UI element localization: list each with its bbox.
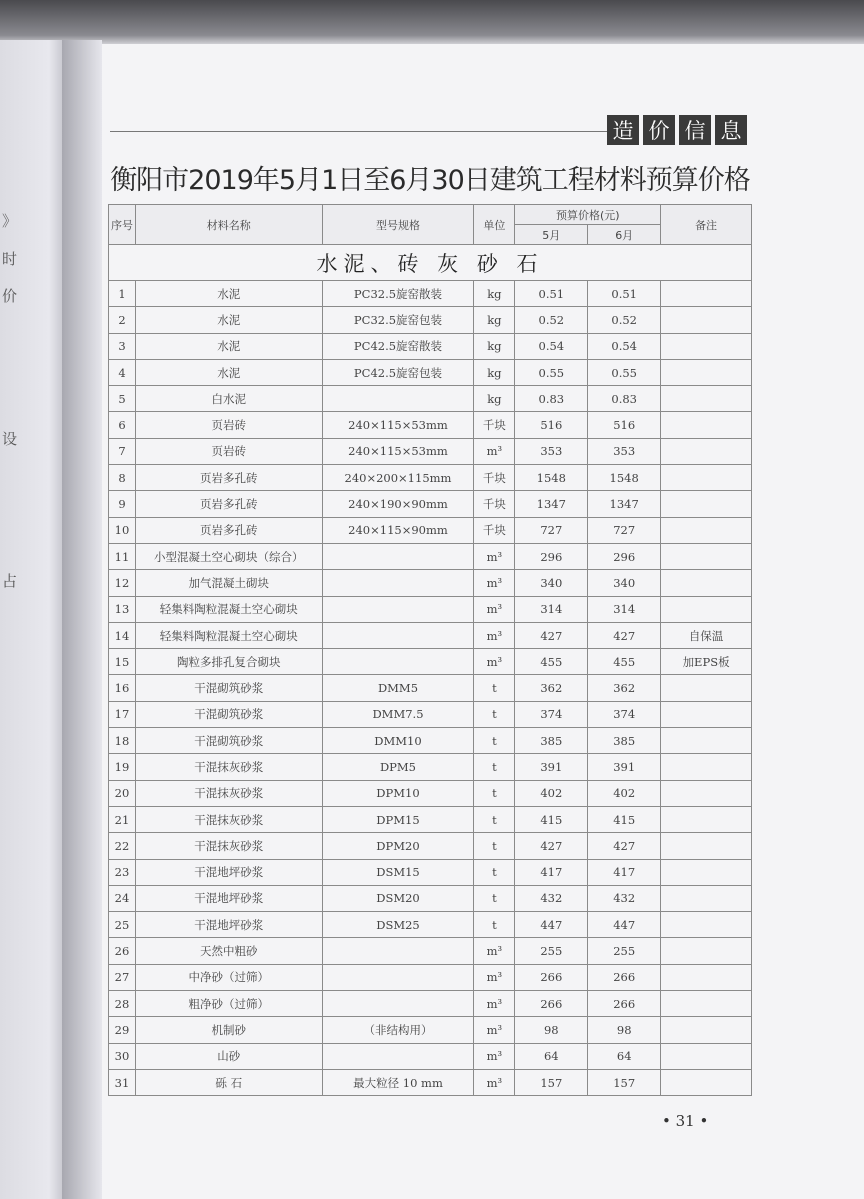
margin-fragment: 》 (2, 212, 18, 230)
cell-unit: t (474, 912, 515, 938)
cell-spec (322, 543, 474, 569)
cell-jun: 516 (588, 412, 661, 438)
cell-jun: 1347 (588, 491, 661, 517)
cell-name: 干混砌筑砂浆 (135, 701, 322, 727)
table-row (109, 964, 752, 990)
cell-may: 727 (515, 517, 588, 543)
cell-seq: 20 (109, 780, 136, 806)
cell-jun: 296 (588, 543, 661, 569)
table-row (109, 991, 752, 1017)
table-row (109, 543, 752, 569)
cell-seq: 3 (109, 333, 136, 359)
cell-seq: 26 (109, 938, 136, 964)
cell-note (661, 991, 752, 1017)
cell-jun: 362 (588, 675, 661, 701)
col-note: 备注 (661, 205, 752, 245)
section-badge (607, 115, 747, 145)
cell-seq: 22 (109, 833, 136, 859)
cell-unit: 千块 (474, 491, 515, 517)
cell-spec: 240×115×53mm (322, 412, 474, 438)
cell-spec: PC32.5旋窑包装 (322, 307, 474, 333)
margin-fragment: 价 (2, 287, 18, 305)
cell-unit: kg (474, 386, 515, 412)
cell-may: 427 (515, 833, 588, 859)
cell-name: 干混抹灰砂浆 (135, 754, 322, 780)
cell-note (661, 780, 752, 806)
cell-may: 417 (515, 859, 588, 885)
cell-spec: DPM15 (322, 806, 474, 832)
table-row (109, 281, 752, 307)
cell-spec (322, 386, 474, 412)
margin-fragment: 设 (2, 430, 18, 448)
cell-may: 374 (515, 701, 588, 727)
cell-jun: 427 (588, 622, 661, 648)
cell-jun: 455 (588, 649, 661, 675)
cell-name: 页岩砖 (135, 438, 322, 464)
table-row (109, 649, 752, 675)
cell-may: 314 (515, 596, 588, 622)
cell-note (661, 885, 752, 911)
table-row (109, 885, 752, 911)
cell-seq: 17 (109, 701, 136, 727)
cell-unit: kg (474, 307, 515, 333)
cell-jun: 385 (588, 728, 661, 754)
cell-spec: 240×115×53mm (322, 438, 474, 464)
cell-may: 340 (515, 570, 588, 596)
cell-spec (322, 964, 474, 990)
cell-seq: 28 (109, 991, 136, 1017)
cell-note: 加EPS板 (661, 649, 752, 675)
cell-unit: m³ (474, 1043, 515, 1069)
cell-spec (322, 649, 474, 675)
cell-jun: 1548 (588, 465, 661, 491)
table-row (109, 596, 752, 622)
cell-spec: 240×190×90mm (322, 491, 474, 517)
cell-spec: DPM10 (322, 780, 474, 806)
cell-spec (322, 570, 474, 596)
cell-unit: t (474, 728, 515, 754)
cell-name: 干混砌筑砂浆 (135, 675, 322, 701)
cell-note (661, 333, 752, 359)
table-row (109, 412, 752, 438)
cell-spec: 最大粒径 10 mm (322, 1069, 474, 1095)
cell-name: 干混地坪砂浆 (135, 885, 322, 911)
cell-note (661, 412, 752, 438)
cell-note (661, 964, 752, 990)
cell-note (661, 675, 752, 701)
cell-note (661, 386, 752, 412)
cell-unit: m³ (474, 964, 515, 990)
scan-top-edge (0, 0, 864, 44)
cell-spec (322, 596, 474, 622)
cell-name: 山砂 (135, 1043, 322, 1069)
cell-may: 415 (515, 806, 588, 832)
cell-may: 0.51 (515, 281, 588, 307)
price-table (108, 204, 752, 1096)
margin-fragment: 时 (2, 250, 18, 268)
cell-name: 天然中粗砂 (135, 938, 322, 964)
cell-note (661, 465, 752, 491)
cell-may: 402 (515, 780, 588, 806)
cell-seq: 4 (109, 359, 136, 385)
table-row (109, 517, 752, 543)
cell-unit: kg (474, 359, 515, 385)
cell-spec: （非结构用） (322, 1017, 474, 1043)
page-title: 衡阳市2019年5月1日至6月30日建筑工程材料预算价格 (110, 165, 750, 196)
cell-seq: 27 (109, 964, 136, 990)
col-price: 预算价格(元) (515, 205, 661, 225)
table-row (109, 1069, 752, 1095)
col-jun: 6月 (588, 225, 661, 245)
table-row (109, 859, 752, 885)
table-row (109, 333, 752, 359)
cell-jun: 402 (588, 780, 661, 806)
cell-jun: 432 (588, 885, 661, 911)
cell-seq: 6 (109, 412, 136, 438)
cell-note (661, 491, 752, 517)
cell-jun: 0.54 (588, 333, 661, 359)
cell-unit: kg (474, 333, 515, 359)
cell-may: 0.55 (515, 359, 588, 385)
cell-seq: 2 (109, 307, 136, 333)
cell-seq: 7 (109, 438, 136, 464)
page-number: • 31 • (662, 1112, 709, 1130)
cell-spec: DSM25 (322, 912, 474, 938)
cell-note: 自保温 (661, 622, 752, 648)
cell-seq: 14 (109, 622, 136, 648)
cell-unit: t (474, 754, 515, 780)
cell-name: 中净砂（过筛） (135, 964, 322, 990)
cell-name: 干混抹灰砂浆 (135, 833, 322, 859)
margin-fragment: 占 (2, 572, 18, 590)
cell-name: 加气混凝土砌块 (135, 570, 322, 596)
cell-name: 干混砌筑砂浆 (135, 728, 322, 754)
table-row (109, 1017, 752, 1043)
table-row (109, 307, 752, 333)
adjacent-page (0, 40, 70, 1199)
cell-spec (322, 622, 474, 648)
cell-name: 陶粒多排孔复合砌块 (135, 649, 322, 675)
cell-seq: 13 (109, 596, 136, 622)
cell-spec: DMM5 (322, 675, 474, 701)
cell-jun: 415 (588, 806, 661, 832)
cell-note (661, 833, 752, 859)
cell-may: 255 (515, 938, 588, 964)
cell-seq: 16 (109, 675, 136, 701)
cell-name: 干混抹灰砂浆 (135, 806, 322, 832)
cell-jun: 353 (588, 438, 661, 464)
cell-note (661, 859, 752, 885)
cell-spec: DSM15 (322, 859, 474, 885)
cell-note (661, 307, 752, 333)
cell-spec: PC32.5旋窑散装 (322, 281, 474, 307)
cell-may: 353 (515, 438, 588, 464)
cell-may: 98 (515, 1017, 588, 1043)
cell-unit: m³ (474, 543, 515, 569)
cell-jun: 340 (588, 570, 661, 596)
cell-may: 296 (515, 543, 588, 569)
cell-name: 水泥 (135, 307, 322, 333)
cell-note (661, 912, 752, 938)
cell-jun: 266 (588, 964, 661, 990)
col-unit: 单位 (474, 205, 515, 245)
cell-note (661, 938, 752, 964)
cell-name: 水泥 (135, 359, 322, 385)
cell-unit: m³ (474, 1017, 515, 1043)
cell-spec: PC42.5旋窑散装 (322, 333, 474, 359)
cell-name: 干混地坪砂浆 (135, 859, 322, 885)
cell-jun: 417 (588, 859, 661, 885)
cell-name: 机制砂 (135, 1017, 322, 1043)
cell-may: 447 (515, 912, 588, 938)
cell-note (661, 596, 752, 622)
cell-name: 轻集料陶粒混凝土空心砌块 (135, 622, 322, 648)
header-rule (110, 131, 610, 132)
cell-spec (322, 938, 474, 964)
cell-unit: m³ (474, 991, 515, 1017)
cell-jun: 266 (588, 991, 661, 1017)
cell-unit: kg (474, 281, 515, 307)
cell-name: 页岩多孔砖 (135, 491, 322, 517)
table-row (109, 622, 752, 648)
cell-jun: 0.51 (588, 281, 661, 307)
cell-seq: 21 (109, 806, 136, 832)
cell-seq: 25 (109, 912, 136, 938)
cell-name: 砾 石 (135, 1069, 322, 1095)
table-row (109, 728, 752, 754)
cell-may: 362 (515, 675, 588, 701)
badge-char: 造 (607, 115, 639, 145)
cell-spec: DMM7.5 (322, 701, 474, 727)
cell-may: 432 (515, 885, 588, 911)
cell-unit: t (474, 701, 515, 727)
cell-note (661, 754, 752, 780)
cell-note (661, 1017, 752, 1043)
cell-note (661, 517, 752, 543)
table-row (109, 701, 752, 727)
col-spec: 型号规格 (322, 205, 474, 245)
cell-may: 266 (515, 964, 588, 990)
table-row (109, 938, 752, 964)
cell-jun: 727 (588, 517, 661, 543)
cell-seq: 18 (109, 728, 136, 754)
cell-may: 0.83 (515, 386, 588, 412)
cell-may: 427 (515, 622, 588, 648)
cell-seq: 31 (109, 1069, 136, 1095)
cell-seq: 30 (109, 1043, 136, 1069)
cell-jun: 427 (588, 833, 661, 859)
cell-note (661, 570, 752, 596)
table-row (109, 438, 752, 464)
cell-unit: t (474, 780, 515, 806)
table-row (109, 912, 752, 938)
cell-name: 页岩多孔砖 (135, 465, 322, 491)
table-row (109, 491, 752, 517)
table-row (109, 359, 752, 385)
cell-seq: 12 (109, 570, 136, 596)
cell-note (661, 1043, 752, 1069)
cell-name: 粗净砂（过筛） (135, 991, 322, 1017)
cell-may: 385 (515, 728, 588, 754)
cell-unit: m³ (474, 1069, 515, 1095)
cell-unit: m³ (474, 622, 515, 648)
cell-jun: 391 (588, 754, 661, 780)
cell-may: 266 (515, 991, 588, 1017)
table-row (109, 465, 752, 491)
cell-unit: m³ (474, 938, 515, 964)
cell-name: 干混地坪砂浆 (135, 912, 322, 938)
cell-may: 157 (515, 1069, 588, 1095)
cell-name: 页岩多孔砖 (135, 517, 322, 543)
col-seq: 序号 (109, 205, 136, 245)
cell-may: 1347 (515, 491, 588, 517)
cell-may: 64 (515, 1043, 588, 1069)
cell-spec (322, 1043, 474, 1069)
cell-jun: 0.55 (588, 359, 661, 385)
cell-seq: 8 (109, 465, 136, 491)
cell-jun: 0.83 (588, 386, 661, 412)
cell-unit: m³ (474, 649, 515, 675)
cell-spec (322, 991, 474, 1017)
cell-name: 干混抹灰砂浆 (135, 780, 322, 806)
cell-jun: 374 (588, 701, 661, 727)
cell-jun: 447 (588, 912, 661, 938)
cell-jun: 64 (588, 1043, 661, 1069)
table-row (109, 386, 752, 412)
cell-jun: 0.52 (588, 307, 661, 333)
badge-char: 息 (715, 115, 747, 145)
cell-seq: 10 (109, 517, 136, 543)
cell-jun: 314 (588, 596, 661, 622)
cell-may: 391 (515, 754, 588, 780)
table-row (109, 754, 752, 780)
cell-spec: 240×200×115mm (322, 465, 474, 491)
cell-note (661, 359, 752, 385)
cell-unit: m³ (474, 570, 515, 596)
cell-note (661, 701, 752, 727)
cell-name: 页岩砖 (135, 412, 322, 438)
cell-may: 455 (515, 649, 588, 675)
cell-note (661, 728, 752, 754)
cell-seq: 15 (109, 649, 136, 675)
cell-name: 小型混凝土空心砌块（综合） (135, 543, 322, 569)
cell-may: 516 (515, 412, 588, 438)
table-row (109, 570, 752, 596)
cell-name: 水泥 (135, 281, 322, 307)
cell-seq: 29 (109, 1017, 136, 1043)
col-may: 5月 (515, 225, 588, 245)
cell-spec: DPM5 (322, 754, 474, 780)
cell-spec: DSM20 (322, 885, 474, 911)
cell-seq: 23 (109, 859, 136, 885)
badge-char: 信 (679, 115, 711, 145)
cell-unit: t (474, 885, 515, 911)
table-row (109, 806, 752, 832)
cell-name: 白水泥 (135, 386, 322, 412)
table-row (109, 675, 752, 701)
cell-unit: t (474, 806, 515, 832)
cell-unit: 千块 (474, 465, 515, 491)
page-gutter (62, 40, 102, 1199)
cell-unit: t (474, 833, 515, 859)
cell-may: 0.52 (515, 307, 588, 333)
cell-unit: t (474, 675, 515, 701)
table-row (109, 1043, 752, 1069)
cell-note (661, 543, 752, 569)
cell-may: 0.54 (515, 333, 588, 359)
col-name: 材料名称 (135, 205, 322, 245)
cell-seq: 9 (109, 491, 136, 517)
cell-note (661, 281, 752, 307)
cell-name: 水泥 (135, 333, 322, 359)
table-row (109, 780, 752, 806)
cell-unit: t (474, 859, 515, 885)
cell-spec: DPM20 (322, 833, 474, 859)
cell-seq: 1 (109, 281, 136, 307)
cell-unit: 千块 (474, 412, 515, 438)
table-row (109, 833, 752, 859)
badge-char: 价 (643, 115, 675, 145)
cell-note (661, 438, 752, 464)
cell-unit: 千块 (474, 517, 515, 543)
cell-jun: 98 (588, 1017, 661, 1043)
cell-seq: 24 (109, 885, 136, 911)
cell-spec: 240×115×90mm (322, 517, 474, 543)
cell-spec: DMM10 (322, 728, 474, 754)
cell-note (661, 806, 752, 832)
cell-unit: m³ (474, 596, 515, 622)
cell-name: 轻集料陶粒混凝土空心砌块 (135, 596, 322, 622)
cell-seq: 19 (109, 754, 136, 780)
section-heading: 水泥、砖 灰 砂 石 (109, 245, 752, 281)
cell-jun: 157 (588, 1069, 661, 1095)
cell-jun: 255 (588, 938, 661, 964)
cell-note (661, 1069, 752, 1095)
cell-seq: 11 (109, 543, 136, 569)
cell-unit: m³ (474, 438, 515, 464)
cell-may: 1548 (515, 465, 588, 491)
cell-seq: 5 (109, 386, 136, 412)
cell-spec: PC42.5旋窑包装 (322, 359, 474, 385)
